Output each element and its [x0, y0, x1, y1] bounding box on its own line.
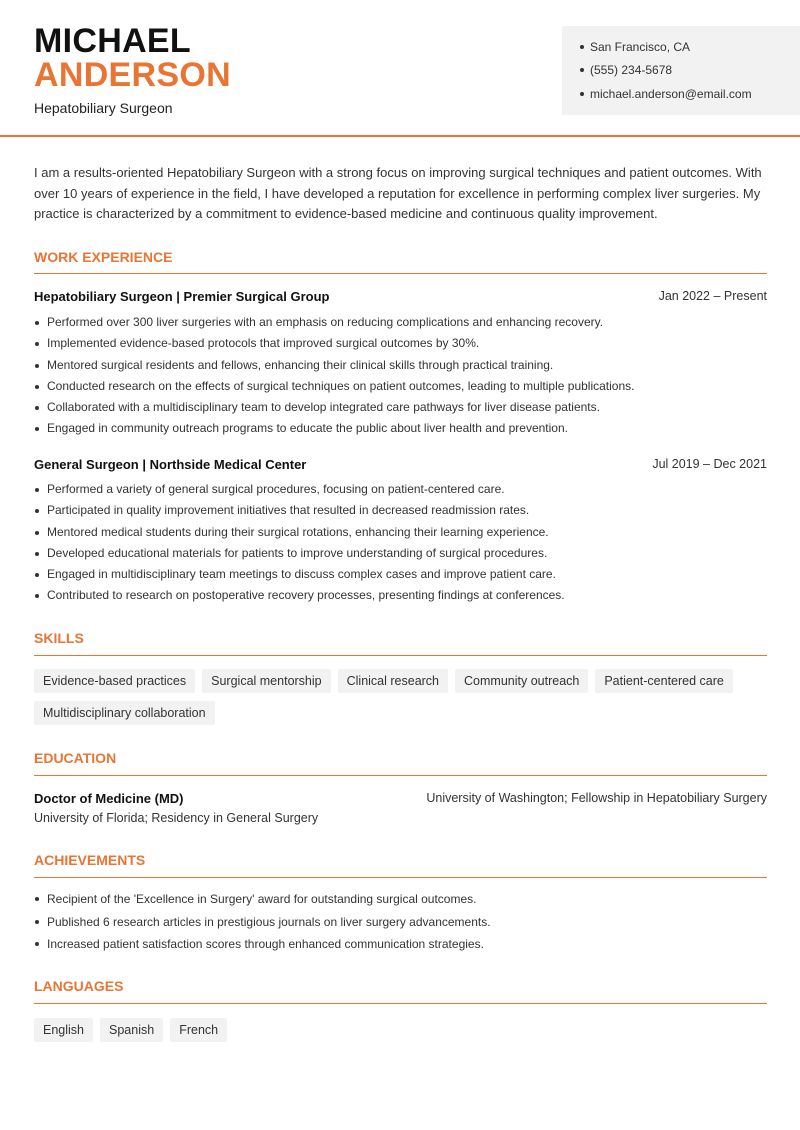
section-title-skills: SKILLS	[34, 630, 84, 646]
summary-paragraph: I am a results-oriented Hepatobiliary Surgeon with a strong focus on improving surgical techniques and patient outcomes. With over 10 years of experience in the field, I have developed a reputation for excellence in performing complex liver surgeries. My practice is characterized by a commitment to evidence-based medicine and continuous quality improvement.	[34, 165, 762, 221]
list-item: Increased patient satisfaction scores through enhanced communication strategies.	[34, 933, 774, 956]
skill-tag: Multidisciplinary collaboration	[34, 701, 215, 725]
list-item: Engaged in community outreach programs to educate the public about liver health and prevention.	[34, 418, 774, 439]
bullet-icon	[580, 92, 584, 96]
list-item: Published 6 research articles in prestigious journals on liver surgery advancements.	[34, 911, 774, 934]
list-item: Mentored surgical residents and fellows, enhancing their clinical skills through practical training.	[34, 355, 774, 376]
last-name: ANDERSON	[34, 56, 231, 94]
language-tag: Spanish	[100, 1018, 163, 1042]
list-item: Participated in quality improvement initiatives that resulted in decreased readmission rates.	[34, 500, 774, 521]
list-item: Implemented evidence-based protocols that improved surgical outcomes by 30%.	[34, 333, 774, 354]
list-item: Performed over 300 liver surgeries with an emphasis on reducing complications and enhancing recovery.	[34, 312, 774, 333]
email-text: michael.anderson@email.com	[590, 87, 752, 101]
education-residency: University of Florida; Residency in General Surgery	[34, 811, 319, 825]
skill-tag: Surgical mentorship	[202, 669, 330, 693]
first-name: MICHAEL	[34, 22, 191, 60]
job-bullet-list	[34, 479, 774, 607]
job-bullet-list	[34, 312, 774, 440]
section-title-achievements: ACHIEVEMENTS	[34, 852, 146, 868]
list-item: Developed educational materials for patients to improve understanding of surgical procedures.	[34, 543, 774, 564]
job-heading: General Surgeon | Northside Medical Center	[34, 457, 307, 472]
skill-tag: Community outreach	[455, 669, 588, 693]
section-divider	[34, 1003, 767, 1004]
list-item: Recipient of the 'Excellence in Surgery' award for outstanding surgical outcomes.	[34, 888, 774, 911]
job-heading: Hepatobiliary Surgeon | Premier Surgical Group	[34, 289, 330, 304]
section-title-languages: LANGUAGES	[34, 978, 124, 994]
bullet-icon	[580, 68, 584, 72]
section-title-education: EDUCATION	[34, 750, 117, 766]
section-divider	[34, 877, 767, 878]
list-item: Contributed to research on postoperative recovery processes, presenting findings at conferences.	[34, 585, 774, 606]
skills-tag-list	[34, 669, 769, 725]
job-date: Jul 2019 – Dec 2021	[652, 457, 767, 471]
bullet-icon	[580, 45, 584, 49]
skill-tag: Evidence-based practices	[34, 669, 195, 693]
contact-phone	[580, 63, 672, 77]
job-date: Jan 2022 – Present	[658, 289, 767, 303]
resume-header	[0, 0, 800, 137]
achievements-list	[34, 888, 774, 956]
contact-box	[562, 26, 800, 115]
section-divider	[34, 273, 767, 274]
skill-tag: Clinical research	[338, 669, 448, 693]
education-institution: University of Washington; Fellowship in Hepatobiliary Surgery	[426, 791, 767, 805]
list-item: Collaborated with a multidisciplinary team to develop integrated care pathways for liver disease patients.	[34, 397, 774, 418]
list-item: Mentored medical students during their surgical rotations, enhancing their learning experience.	[34, 522, 774, 543]
section-divider	[34, 655, 767, 656]
languages-tag-list	[34, 1018, 769, 1042]
section-divider	[34, 775, 767, 776]
list-item: Conducted research on the effects of surgical techniques on patient outcomes, leading to multiple publications.	[34, 376, 774, 397]
contact-location	[580, 40, 690, 54]
education-degree: Doctor of Medicine (MD)	[34, 791, 184, 806]
skill-tag: Patient-centered care	[595, 669, 733, 693]
language-tag: French	[170, 1018, 227, 1042]
section-title-work: WORK EXPERIENCE	[34, 249, 173, 265]
language-tag: English	[34, 1018, 93, 1042]
list-item: Engaged in multidisciplinary team meetings to discuss complex cases and improve patient care.	[34, 564, 774, 585]
phone-text: (555) 234-5678	[590, 63, 673, 77]
location-text: San Francisco, CA	[590, 40, 691, 54]
contact-email	[580, 87, 752, 101]
list-item: Performed a variety of general surgical procedures, focusing on patient-centered care.	[34, 479, 774, 500]
job-title: Hepatobiliary Surgeon	[34, 100, 173, 116]
